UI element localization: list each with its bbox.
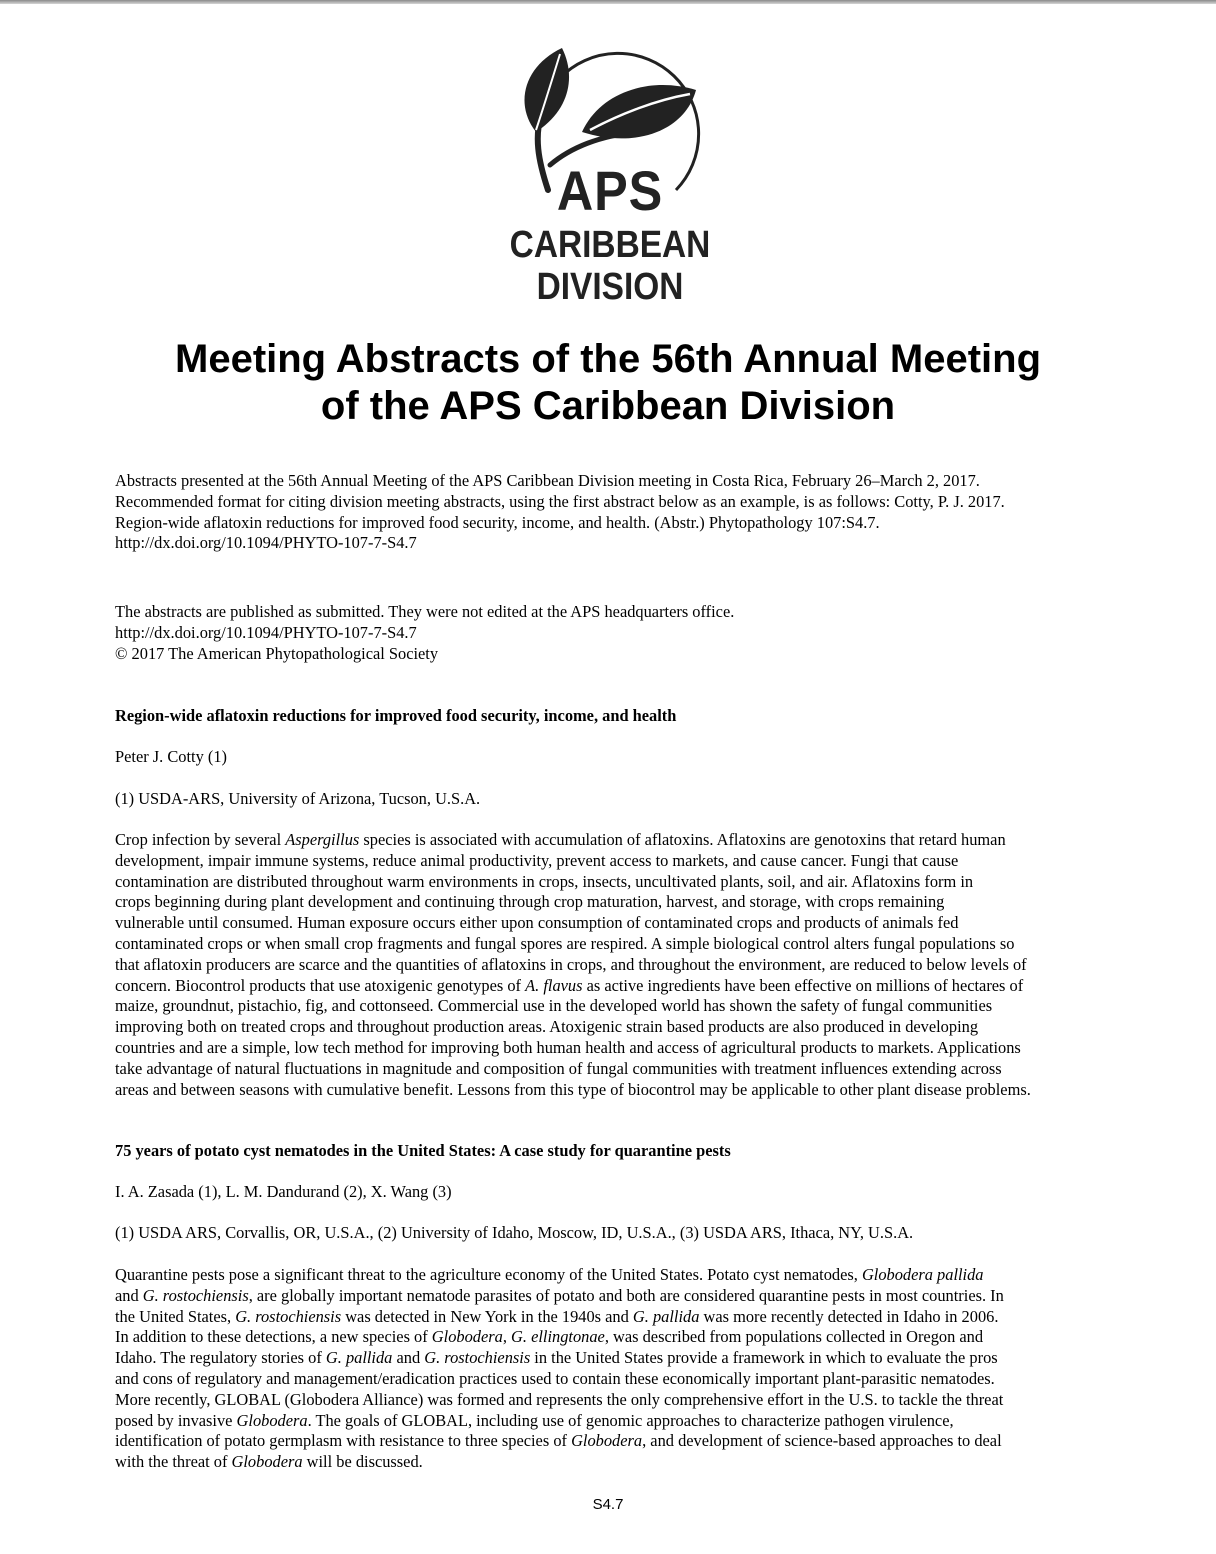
body-text: crops beginning during plant development and continuing through crop maturation, harvest, and storage, with crops remaining: [115, 892, 945, 912]
body-text: In addition to these detections, a new species of: [115, 1327, 432, 1347]
copyright-line: © 2017 The American Phytopathological Society: [115, 643, 439, 663]
abstract-2-body: [115, 1265, 1105, 1473]
body-text: was detected in New York in the 1940s and: [341, 1306, 633, 1326]
body-text: More recently, GLOBAL (Globodera Alliance) was formed and represents the only comprehensive effort in the U.S. to tackle the threat: [115, 1389, 1004, 1409]
abstract2-body-line: [115, 1452, 1105, 1473]
body-text: contaminated crops or when small crop fragments and fungal spores are respired. A simple biological control alters fungal populations so: [115, 933, 1015, 953]
italic-term: G. rostochiensis: [235, 1306, 342, 1326]
italic-term: Globodera: [431, 1327, 503, 1347]
abstract2-body-line: [115, 1431, 1105, 1452]
body-text: development, impair immune systems, reduce animal productivity, prevent access to markets, and cause cancer. Fungi that cause: [115, 850, 959, 870]
abstract1-body-line: [115, 1017, 1105, 1038]
abstract2-body-line: [115, 1390, 1105, 1411]
page-title-line-2: of the APS Caribbean Division: [320, 384, 896, 428]
abstract1-body-line: [115, 830, 1105, 851]
abstract-1-body: [115, 830, 1105, 1100]
abstract-2-affiliation: (1) USDA ARS, Corvallis, OR, U.S.A., (2) University of Idaho, Moscow, ID, U.S.A., (3) USDA ARS, Ithaca, NY, U.S.A.: [115, 1223, 914, 1242]
body-text: posed by invasive: [115, 1410, 237, 1430]
body-text: identification of potato germplasm with resistance to three species of: [115, 1431, 572, 1451]
publication-note-line: The abstracts are published as submitted. They were not edited at the APS headquarters office.: [115, 602, 735, 621]
body-text: areas and between seasons with cumulative benefit. Lessons from this type of biocontrol may be applicable to other plant disease problems.: [115, 1079, 1031, 1099]
body-text: , and development of science-based approaches to deal: [642, 1431, 1002, 1451]
top-rule: [0, 0, 1216, 4]
body-text: maize, groundnut, pistachio, fig, and cottonseed. Commercial use in the developed world has shown the safety of fungal communities: [115, 996, 993, 1016]
intro-line: Recommended format for citing division meeting abstracts, using the first abstract below as an example, is as follows: Cotty, P. J. 2017.: [115, 491, 1005, 511]
italic-term: Aspergillus: [285, 830, 360, 849]
abstract1-body-line: [115, 955, 1105, 976]
logo-caribbean-text: CARIBBEAN: [509, 224, 711, 266]
abstract1-body-line: [115, 1059, 1105, 1080]
abstract1-body-line: [115, 934, 1105, 955]
italic-term: Globodera: [236, 1410, 308, 1430]
abstract1-body-line: [115, 1038, 1105, 1059]
body-text: concern. Biocontrol products that use atoxigenic genotypes of: [115, 975, 526, 995]
intro-paragraph: [115, 471, 1105, 554]
body-text: ,: [502, 1327, 512, 1347]
abstract2-body-line: [115, 1307, 1105, 1328]
body-text: in the United States provide a framework in which to evaluate the pros: [530, 1348, 998, 1368]
abstract-1-affiliation: (1) USDA-ARS, University of Arizona, Tucson, U.S.A.: [115, 789, 481, 808]
page-title: [100, 336, 1116, 430]
body-text: . The goals of GLOBAL, including use of genomic approaches to characterize pathogen virulence,: [307, 1410, 954, 1430]
italic-term: G. pallida: [325, 1348, 393, 1368]
abstract2-body-line: [115, 1411, 1105, 1432]
page-number: S4.7: [592, 1496, 624, 1513]
abstract-2-authors: I. A. Zasada (1), L. M. Dandurand (2), X. Wang (3): [115, 1182, 452, 1201]
abstract1-body-line: [115, 851, 1105, 872]
abstract1-body-line: [115, 976, 1105, 997]
abstract1-body-line: [115, 892, 1105, 913]
body-text: Idaho. The regulatory stories of: [115, 1348, 326, 1368]
italic-term: G. rostochiensis: [424, 1348, 531, 1368]
body-text: with the threat of: [115, 1452, 232, 1472]
abstract-1-title: Region-wide aflatoxin reductions for improved food security, income, and health: [115, 706, 677, 725]
body-text: will be discussed.: [302, 1452, 423, 1472]
body-text: and: [392, 1348, 425, 1368]
abstract1-body-line: [115, 913, 1105, 934]
publication-doi-link[interactable]: http://dx.doi.org/10.1094/PHYTO-107-7-S4.7: [115, 622, 417, 642]
italic-term: G. rostochiensis: [142, 1285, 249, 1305]
abstract1-body-line: [115, 996, 1105, 1017]
body-text: was more recently detected in Idaho in 2006.: [699, 1306, 999, 1326]
body-text: countries and are a simple, low tech method for improving both human health and access of agricultural products to markets. Applications: [115, 1037, 1021, 1057]
body-text: , was described from populations collected in Oregon and: [604, 1327, 984, 1347]
body-text: vulnerable until consumed. Human exposure occurs either upon consumption of contaminated crops and products of animals fed: [115, 913, 959, 933]
abstract2-body-line: [115, 1348, 1105, 1369]
body-text: species is associated with accumulation of aflatoxins. Aflatoxins are genotoxins that retard human: [359, 830, 1006, 849]
publication-note: [115, 602, 1105, 664]
body-text: , are globally important nematode parasites of potato and both are considered quarantine pests in most countries. In: [248, 1285, 1004, 1305]
body-text: as active ingredients have been effective on millions of hectares of: [582, 975, 1024, 995]
italic-term: Globodera pallida: [861, 1265, 984, 1284]
italic-term: G. pallida: [632, 1306, 700, 1326]
body-text: contamination are distributed throughout warm environments in crops, insects, uncultivated plants, soil, and air. Aflatoxins form in: [115, 871, 974, 891]
abstract1-body-line: [115, 1080, 1105, 1101]
page-title-line-1: Meeting Abstracts of the 56th Annual Meeting: [175, 337, 1041, 381]
body-text: and cons of regulatory and management/eradication practices used to contain these economically important plant-parasitic nematodes.: [115, 1368, 995, 1388]
intro-doi-link[interactable]: http://dx.doi.org/10.1094/PHYTO-107-7-S4.7: [115, 533, 417, 553]
intro-line: Abstracts presented at the 56th Annual Meeting of the APS Caribbean Division meeting in Costa Rica, February 26–March 2, 2017.: [115, 471, 980, 490]
body-text: improving both on treated crops and throughout production areas. Atoxigenic strain based products are also produced in developing: [115, 1017, 979, 1037]
logo-aps-text: APS: [556, 159, 664, 222]
italic-term: A. flavus: [525, 975, 583, 995]
abstract1-body-line: [115, 872, 1105, 893]
abstract2-body-line: [115, 1286, 1105, 1307]
body-text: Quarantine pests pose a significant threat to the agriculture economy of the United States. Potato cyst nematodes,: [115, 1265, 862, 1284]
italic-term: Globodera: [231, 1452, 303, 1472]
body-text: take advantage of natural fluctuations in magnitude and composition of fungal communities with treatment influences extending across: [115, 1058, 1002, 1078]
body-text: Crop infection by several: [115, 830, 286, 849]
abstract2-body-line: [115, 1265, 1105, 1286]
aps-caribbean-logo: [490, 40, 730, 310]
intro-line: Region-wide aflatoxin reductions for improved food security, income, and health. (Abstr.) Phytopathology 107:S4.7.: [115, 512, 880, 532]
italic-term: G. ellingtonae: [511, 1327, 605, 1347]
italic-term: Globodera: [571, 1431, 643, 1451]
abstract2-body-line: [115, 1369, 1105, 1390]
abstract2-body-line: [115, 1327, 1105, 1348]
abstract-2-title: 75 years of potato cyst nematodes in the United States: A case study for quarantine pests: [115, 1141, 731, 1160]
body-text: the United States,: [115, 1306, 236, 1326]
body-text: and: [115, 1285, 143, 1305]
body-text: that aflatoxin producers are scarce and the quantities of aflatoxins in crops, and throughout the environment, are reduced to below levels of: [115, 954, 1027, 974]
abstract-1-authors: Peter J. Cotty (1): [115, 747, 227, 766]
logo-division-text: DIVISION: [536, 266, 684, 308]
